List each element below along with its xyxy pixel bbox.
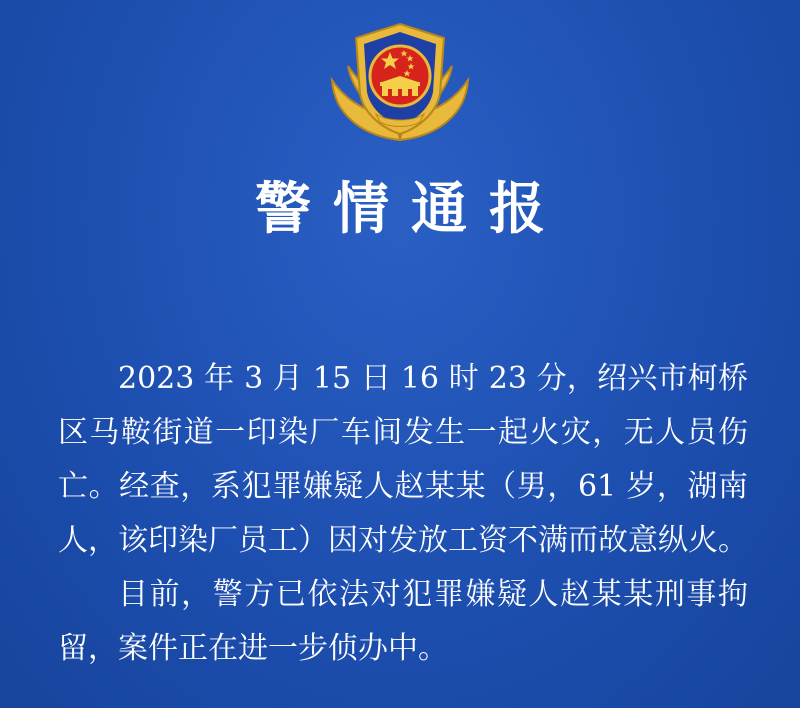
page-title: 警情通报 [255,177,567,242]
paragraph-incident: 2023 年 3 月 15 日 16 时 23 分，绍兴市柯桥区马鞍街道一印染厂车间发生一起火灾，无人员伤亡。经查，系犯罪嫌疑人赵某某（男，61 岁，湖南人，该印染厂员工）因对发放工资不满而故意纵火。 [58,361,748,558]
police-emblem-icon [322,18,478,150]
notice-body [58,352,748,676]
paragraph-status: 目前，警方已依法对犯罪嫌疑人赵某某刑事拘留，案件正在进一步侦办中。 [58,577,748,666]
